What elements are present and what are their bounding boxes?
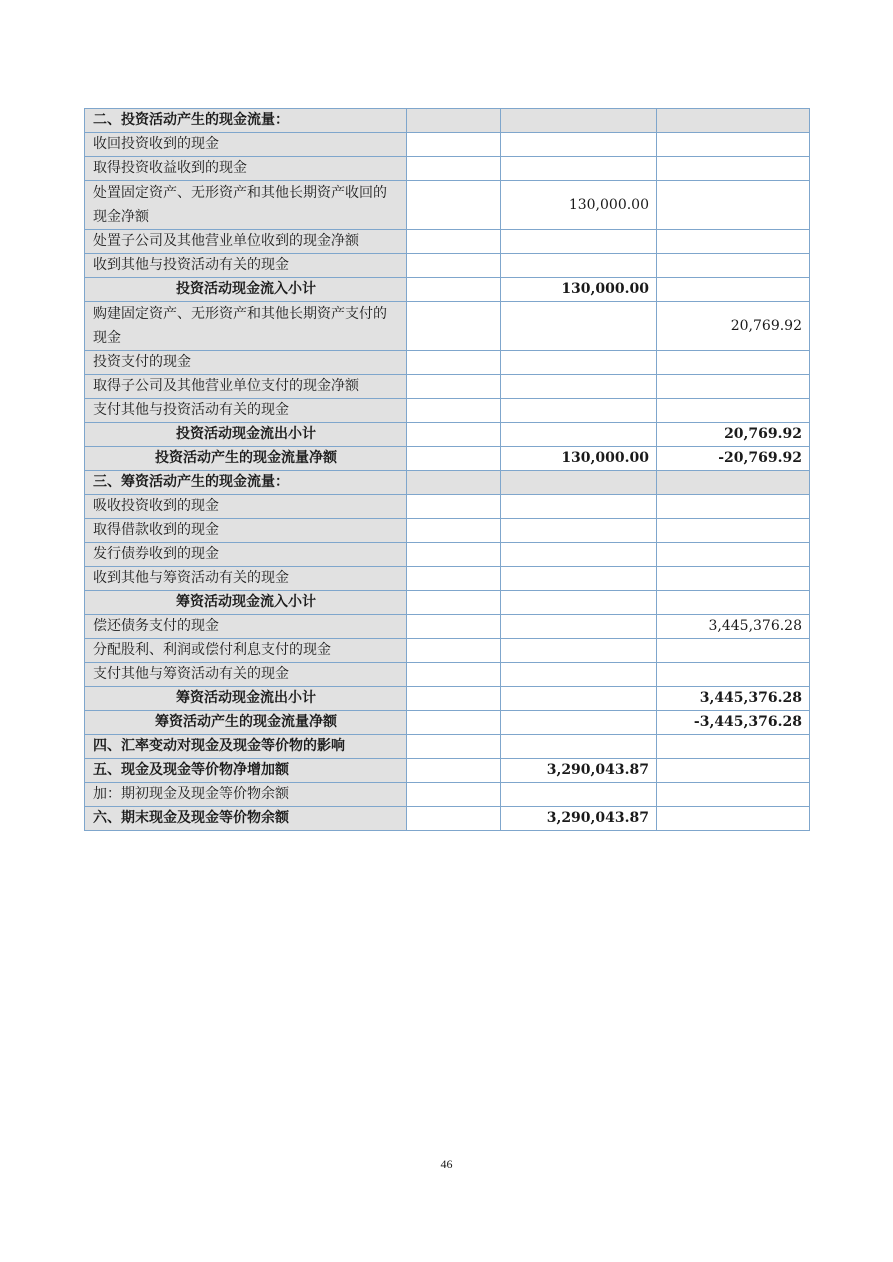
table-row xyxy=(85,351,810,375)
row-label: 筹资活动现金流入小计 xyxy=(85,591,407,615)
row-label: 处置固定资产、无形资产和其他长期资产收回的现金净额 xyxy=(85,181,407,230)
row-label: 处置子公司及其他营业单位收到的现金净额 xyxy=(85,230,407,254)
note-cell xyxy=(407,495,501,519)
note-cell xyxy=(407,639,501,663)
prior-period-cell xyxy=(657,351,810,375)
table-row xyxy=(85,783,810,807)
note-cell xyxy=(407,375,501,399)
table-row xyxy=(85,181,810,230)
prior-period-cell xyxy=(657,399,810,423)
prior-period-cell: 3,445,376.28 xyxy=(657,615,810,639)
prior-period-cell xyxy=(657,735,810,759)
prior-period-cell xyxy=(657,639,810,663)
note-cell xyxy=(407,759,501,783)
prior-period-cell xyxy=(657,254,810,278)
row-label: 投资活动现金流出小计 xyxy=(85,423,407,447)
row-label: 投资活动产生的现金流量净额 xyxy=(85,447,407,471)
row-label: 取得投资收益收到的现金 xyxy=(85,157,407,181)
current-period-cell xyxy=(501,495,657,519)
page-number: 46 xyxy=(440,1157,453,1171)
table-row xyxy=(85,495,810,519)
table-row xyxy=(85,639,810,663)
table-row xyxy=(85,543,810,567)
current-period-cell xyxy=(501,615,657,639)
prior-period-cell xyxy=(657,181,810,230)
table-row xyxy=(85,807,810,831)
note-cell xyxy=(407,133,501,157)
row-label: 吸收投资收到的现金 xyxy=(85,495,407,519)
row-label: 收到其他与投资活动有关的现金 xyxy=(85,254,407,278)
note-cell xyxy=(407,254,501,278)
table-row xyxy=(85,109,810,133)
prior-period-cell xyxy=(657,471,810,495)
current-period-cell xyxy=(501,399,657,423)
current-period-cell xyxy=(501,543,657,567)
current-period-cell xyxy=(501,663,657,687)
prior-period-cell xyxy=(657,591,810,615)
prior-period-cell xyxy=(657,759,810,783)
current-period-cell xyxy=(501,423,657,447)
table-row xyxy=(85,133,810,157)
prior-period-cell xyxy=(657,543,810,567)
table-row xyxy=(85,471,810,495)
table-row xyxy=(85,254,810,278)
prior-period-cell xyxy=(657,157,810,181)
row-label: 收回投资收到的现金 xyxy=(85,133,407,157)
note-cell xyxy=(407,471,501,495)
prior-period-cell: 20,769.92 xyxy=(657,423,810,447)
note-cell xyxy=(407,230,501,254)
current-period-cell xyxy=(501,133,657,157)
prior-period-cell: -3,445,376.28 xyxy=(657,711,810,735)
row-label: 发行债券收到的现金 xyxy=(85,543,407,567)
prior-period-cell: -20,769.92 xyxy=(657,447,810,471)
current-period-cell xyxy=(501,351,657,375)
prior-period-cell xyxy=(657,567,810,591)
current-period-cell xyxy=(501,735,657,759)
row-label: 投资支付的现金 xyxy=(85,351,407,375)
current-period-cell xyxy=(501,567,657,591)
note-cell xyxy=(407,519,501,543)
note-cell xyxy=(407,663,501,687)
current-period-cell xyxy=(501,783,657,807)
table-row xyxy=(85,230,810,254)
table-row xyxy=(85,711,810,735)
row-label: 收到其他与筹资活动有关的现金 xyxy=(85,567,407,591)
row-label: 四、汇率变动对现金及现金等价物的影响 xyxy=(85,735,407,759)
current-period-cell xyxy=(501,254,657,278)
row-label: 五、现金及现金等价物净增加额 xyxy=(85,759,407,783)
table-row xyxy=(85,399,810,423)
note-cell xyxy=(407,615,501,639)
current-period-cell: 130,000.00 xyxy=(501,447,657,471)
row-label: 取得子公司及其他营业单位支付的现金净额 xyxy=(85,375,407,399)
cash-flow-table xyxy=(84,108,810,831)
note-cell xyxy=(407,157,501,181)
note-cell xyxy=(407,735,501,759)
current-period-cell xyxy=(501,230,657,254)
note-cell xyxy=(407,302,501,351)
table-row xyxy=(85,567,810,591)
current-period-cell xyxy=(501,687,657,711)
row-label: 加：期初现金及现金等价物余额 xyxy=(85,783,407,807)
table-row xyxy=(85,735,810,759)
current-period-cell xyxy=(501,109,657,133)
current-period-cell xyxy=(501,519,657,543)
row-label: 取得借款收到的现金 xyxy=(85,519,407,543)
cash-flow-table-body xyxy=(85,109,810,831)
note-cell xyxy=(407,109,501,133)
current-period-cell xyxy=(501,157,657,181)
table-row xyxy=(85,759,810,783)
table-row xyxy=(85,423,810,447)
table-row xyxy=(85,302,810,351)
note-cell xyxy=(407,351,501,375)
prior-period-cell: 20,769.92 xyxy=(657,302,810,351)
table-row xyxy=(85,687,810,711)
prior-period-cell xyxy=(657,495,810,519)
prior-period-cell xyxy=(657,807,810,831)
row-label: 二、投资活动产生的现金流量： xyxy=(85,109,407,133)
prior-period-cell xyxy=(657,519,810,543)
note-cell xyxy=(407,423,501,447)
table-row xyxy=(85,519,810,543)
table-row xyxy=(85,375,810,399)
current-period-cell xyxy=(501,591,657,615)
current-period-cell xyxy=(501,711,657,735)
row-label: 偿还债务支付的现金 xyxy=(85,615,407,639)
table-row xyxy=(85,615,810,639)
note-cell xyxy=(407,181,501,230)
current-period-cell xyxy=(501,639,657,663)
note-cell xyxy=(407,591,501,615)
prior-period-cell xyxy=(657,663,810,687)
row-label: 支付其他与筹资活动有关的现金 xyxy=(85,663,407,687)
current-period-cell xyxy=(501,471,657,495)
row-label: 投资活动现金流入小计 xyxy=(85,278,407,302)
prior-period-cell: 3,445,376.28 xyxy=(657,687,810,711)
note-cell xyxy=(407,783,501,807)
note-cell xyxy=(407,807,501,831)
row-label: 六、期末现金及现金等价物余额 xyxy=(85,807,407,831)
prior-period-cell xyxy=(657,109,810,133)
row-label: 分配股利、利润或偿付利息支付的现金 xyxy=(85,639,407,663)
prior-period-cell xyxy=(657,375,810,399)
row-label: 购建固定资产、无形资产和其他长期资产支付的现金 xyxy=(85,302,407,351)
table-row xyxy=(85,591,810,615)
current-period-cell: 3,290,043.87 xyxy=(501,759,657,783)
table-row xyxy=(85,157,810,181)
current-period-cell xyxy=(501,375,657,399)
note-cell xyxy=(407,687,501,711)
row-label: 筹资活动现金流出小计 xyxy=(85,687,407,711)
note-cell xyxy=(407,711,501,735)
current-period-cell: 130,000.00 xyxy=(501,278,657,302)
row-label: 三、筹资活动产生的现金流量： xyxy=(85,471,407,495)
note-cell xyxy=(407,543,501,567)
note-cell xyxy=(407,399,501,423)
current-period-cell: 3,290,043.87 xyxy=(501,807,657,831)
note-cell xyxy=(407,567,501,591)
table-row xyxy=(85,447,810,471)
prior-period-cell xyxy=(657,278,810,302)
row-label: 筹资活动产生的现金流量净额 xyxy=(85,711,407,735)
note-cell xyxy=(407,447,501,471)
prior-period-cell xyxy=(657,783,810,807)
prior-period-cell xyxy=(657,230,810,254)
table-row xyxy=(85,278,810,302)
current-period-cell xyxy=(501,302,657,351)
table-row xyxy=(85,663,810,687)
note-cell xyxy=(407,278,501,302)
prior-period-cell xyxy=(657,133,810,157)
row-label: 支付其他与投资活动有关的现金 xyxy=(85,399,407,423)
current-period-cell: 130,000.00 xyxy=(501,181,657,230)
